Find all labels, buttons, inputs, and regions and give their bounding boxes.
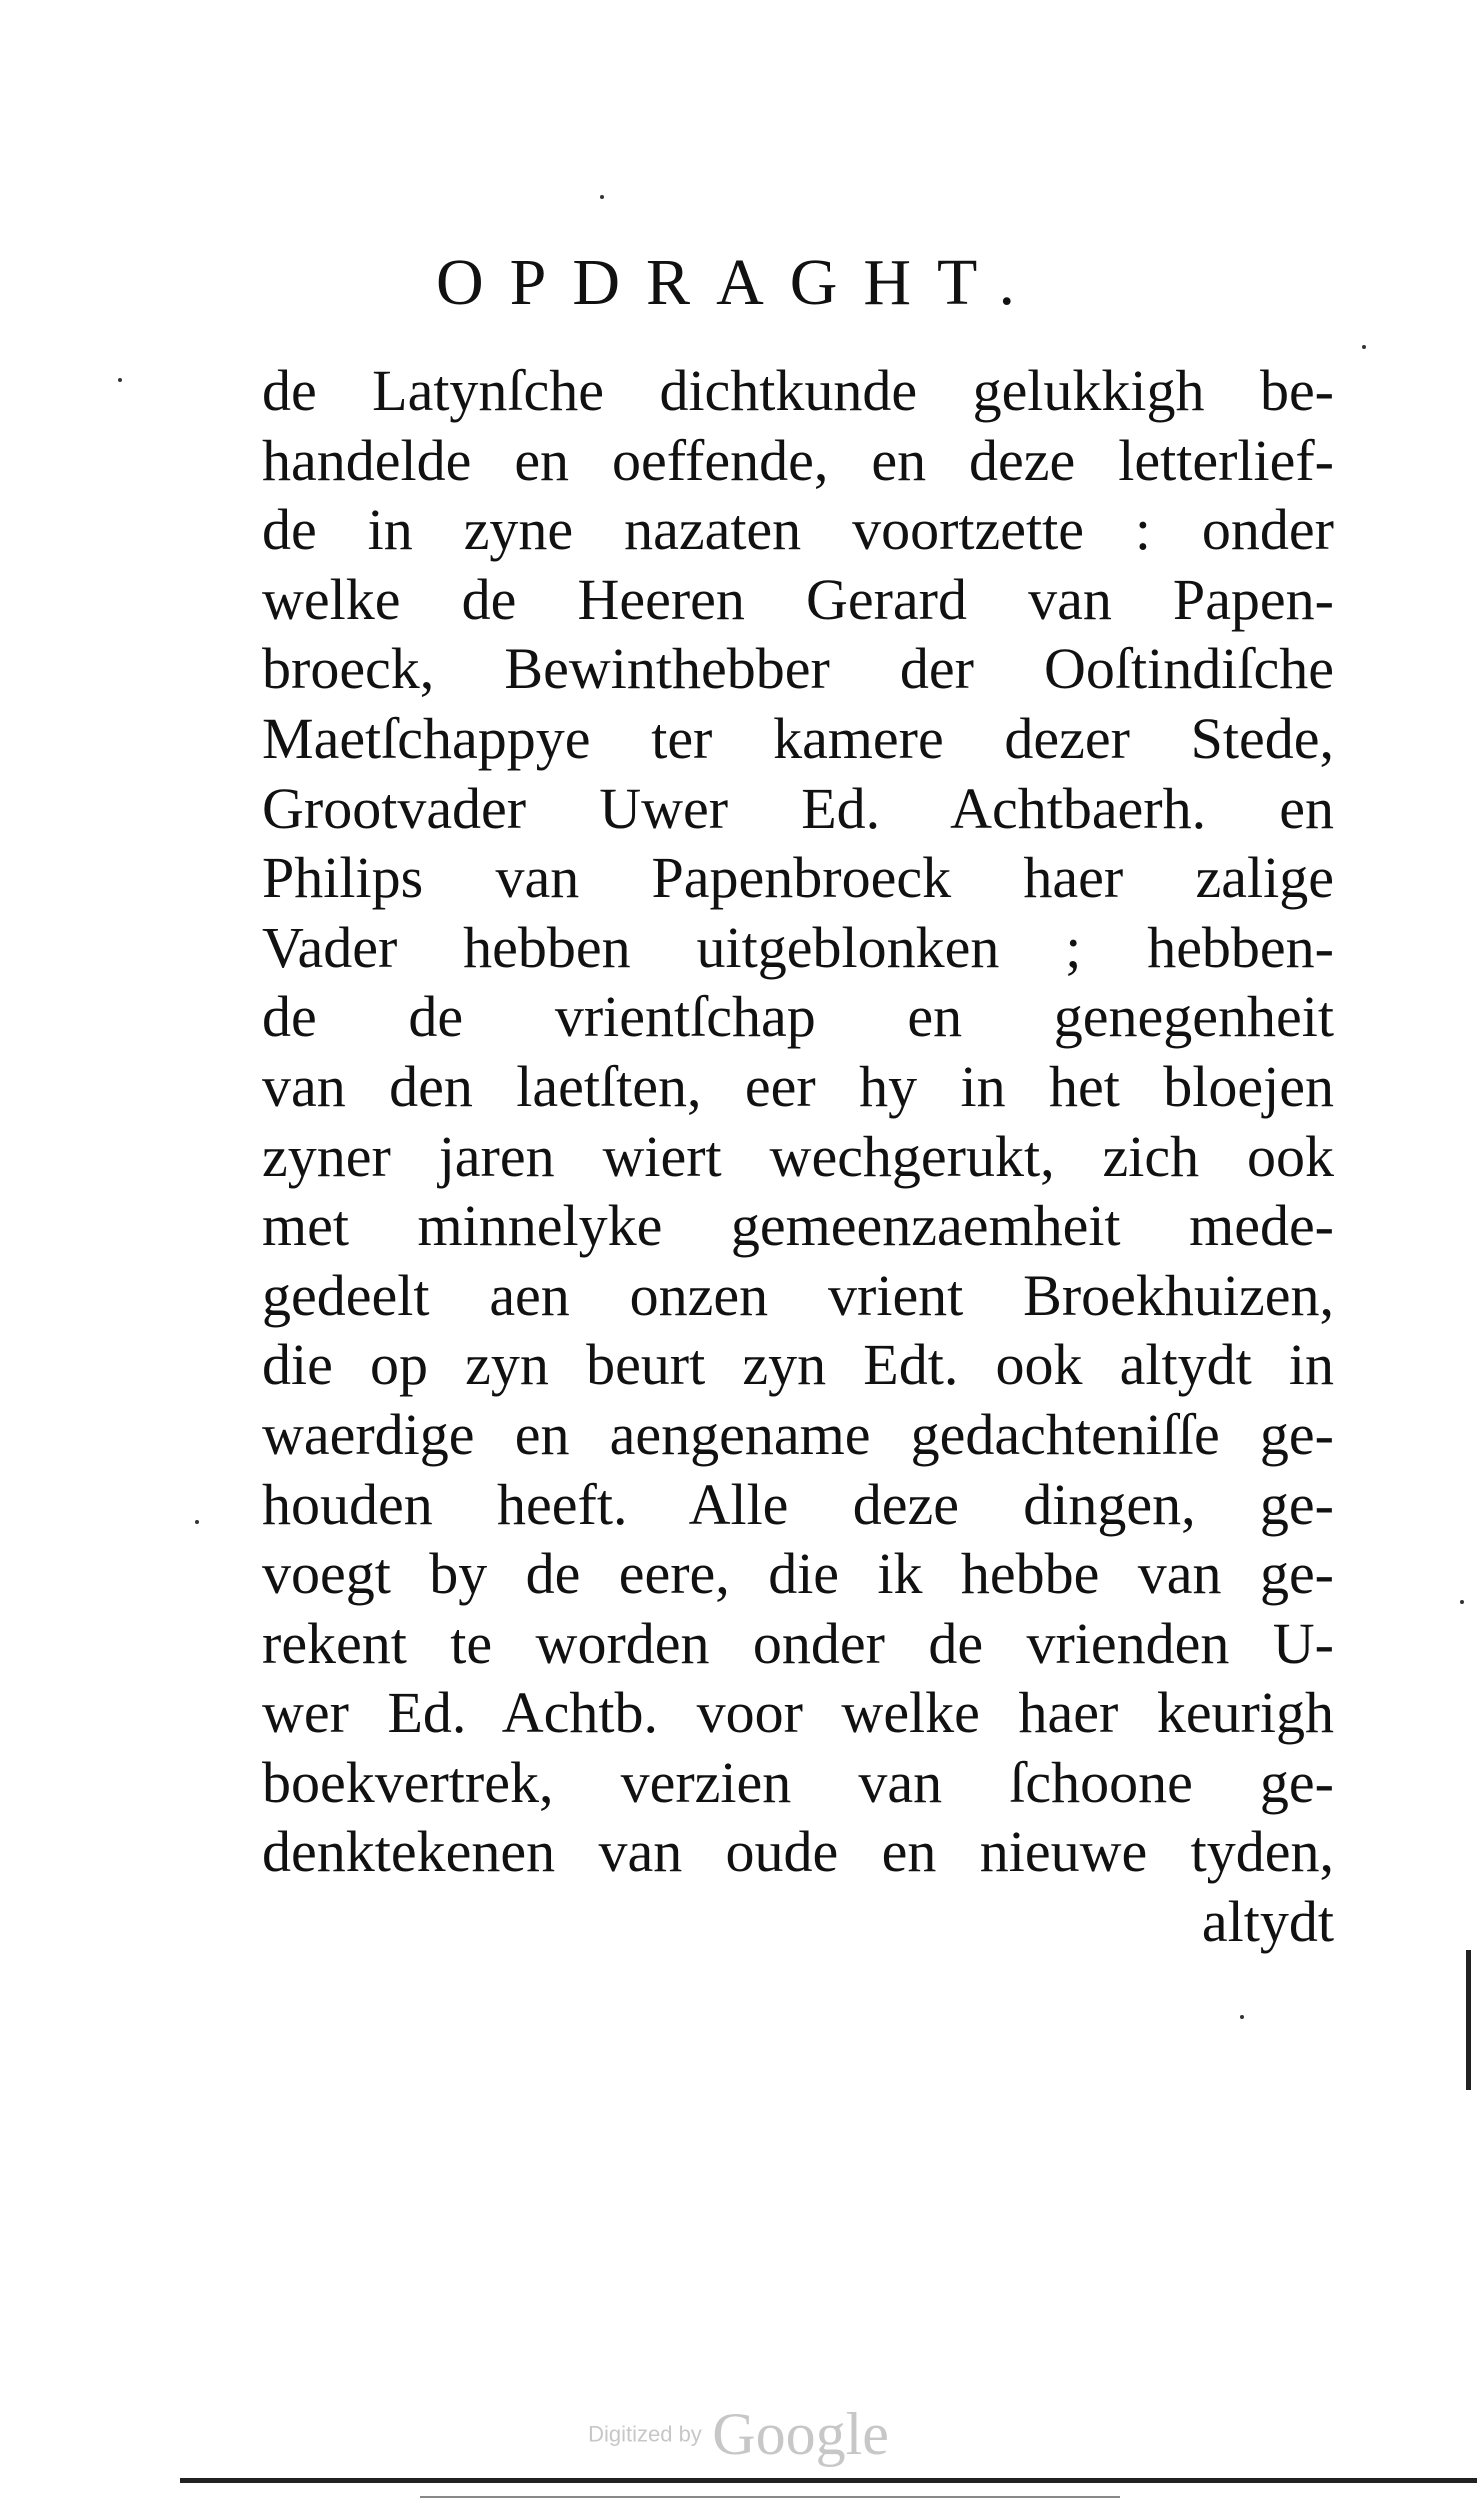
ink-speck (1460, 1600, 1464, 1604)
text-line: handelde en oeffende, en deze letterlief- (262, 427, 1334, 493)
text-line: waerdige en aengename gedachteniſſe ge- (262, 1401, 1334, 1467)
ink-speck (118, 378, 122, 382)
digitized-watermark (0, 2400, 1477, 2469)
text-line: rekent te worden onder de vrienden U- (262, 1610, 1334, 1676)
text-line: van den laetſten, eer hy in het bloejen (262, 1053, 1334, 1119)
text-line: Grootvader Uwer Ed. Achtbaerh. en (262, 775, 1334, 841)
text-line: die op zyn beurt zyn Edt. ook altydt in (262, 1332, 1334, 1398)
text-line: Philips van Papenbroeck haer zalige (262, 845, 1334, 911)
text-line: met minnelyke gemeenzaemheit mede- (262, 1193, 1334, 1259)
watermark-brand: Google (712, 2401, 889, 2467)
ink-speck (600, 195, 604, 199)
text-line: zyner jaren wiert wechgerukt, zich ook (262, 1123, 1334, 1189)
bottom-rule (180, 2478, 1477, 2483)
text-line: Maetſchappye ter kamere dezer Stede, (262, 705, 1334, 771)
ink-speck (1362, 345, 1366, 349)
text-line: boekvertrek, verzien van ſchoone ge- (262, 1749, 1334, 1815)
text-line: de Latynſche dichtkunde gelukkigh be- (262, 358, 1334, 423)
text-line: denktekenen van oude en nieuwe tyden, (262, 1819, 1334, 1885)
bottom-rule-secondary (420, 2496, 1120, 2498)
running-head: OPDRAGHT. (436, 246, 1041, 319)
text-line: de in zyne nazaten voortzette : onder (262, 497, 1334, 563)
ink-speck (195, 1520, 199, 1524)
catchword: altydt (1201, 1889, 1334, 1955)
text-line: de de vrientſchap en genegenheit (262, 984, 1334, 1050)
text-line: wer Ed. Achtb. voor welke haer keurigh (262, 1680, 1334, 1746)
ink-speck (1240, 2015, 1244, 2019)
watermark-prefix: Digitized by (588, 2421, 702, 2447)
page-edge-mark (1466, 1950, 1471, 2090)
text-line: voegt by de eere, die ik hebbe van ge- (262, 1541, 1334, 1607)
text-line: houden heeft. Alle deze dingen, ge- (262, 1471, 1334, 1537)
text-line: Vader hebben uitgeblonken ; hebben- (262, 914, 1334, 980)
text-line: welke de Heeren Gerard van Papen- (262, 566, 1334, 632)
text-line: gedeelt aen onzen vrient Broekhuizen, (262, 1262, 1334, 1328)
text-line: broeck, Bewinthebber der Ooſtindiſche (262, 636, 1334, 702)
body-text (262, 356, 1334, 1957)
